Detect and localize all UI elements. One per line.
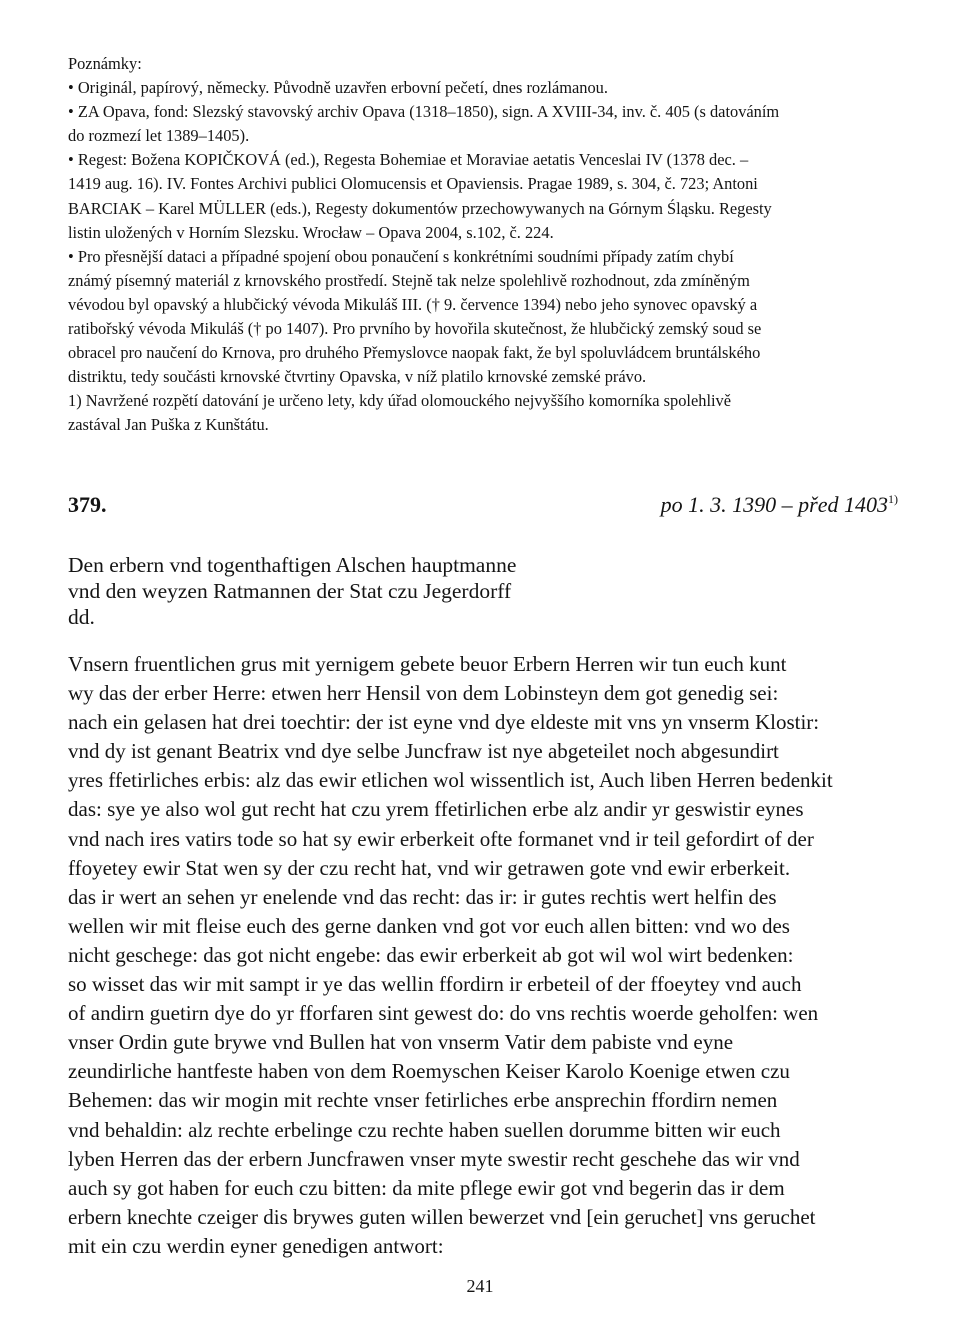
body-line: vnser Ordin gute brywe vnd Bullen hat von vnserm Vatir dem pabiste vnd eyne — [68, 1030, 734, 1055]
note-line: do rozmezí let 1389–1405). — [68, 126, 250, 146]
body-line: mit ein czu werdin eyner genedigen antwort: — [68, 1233, 444, 1258]
letter-body — [68, 650, 898, 1261]
body-line: Vnsern fruentlichen grus mit yernigem gebete beuor Erbern Herren wir tun euch kunt — [68, 652, 787, 676]
address-line: vnd den weyzen Ratmannen der Stat czu Jegerdorff — [68, 579, 512, 603]
note-line: • Originál, papírový, německy. Původně uzavřen erbovní pečetí, dnes rozlámanou. — [68, 78, 608, 98]
address-block — [68, 552, 668, 630]
body-line: das ir wert an sehen yr enelende vnd das recht: das ir: ir gutes rechtis wert helfin des — [68, 884, 777, 909]
note-line: • Pro přesnější dataci a případné spojení obou ponaučení s konkrétními soudními případy zatím chybí — [68, 246, 734, 266]
note-line: 1419 aug. 16). IV. Fontes Archivi publici Olomucensis et Opaviensis. Pragae 1989, s. 304, č. 723; Antoni — [68, 174, 758, 194]
body-line: erbern knechte czeiger dis brywes guten willen bewerzet vnd [ein geruchet] vns geruchet — [68, 1204, 816, 1229]
entry-number: 379. — [68, 492, 107, 517]
note-line: listin uložených v Horním Slezsku. Wrocław – Opava 2004, s.102, č. 224. — [68, 222, 554, 242]
body-line: so wisset das wir mit sampt ir ye das wellin ffordirn ir erbeteil of der ffoeytey vnd auch — [68, 972, 802, 997]
body-line: wy das der erber Herre: etwen herr Hensil von dem Lobinsteyn dem got genedig sei: — [68, 681, 779, 706]
note-line: • Regest: Božena KOPIČKOVÁ (ed.), Regesta Bohemiae et Moraviae aetatis Venceslai IV (1378 dec. – — [68, 150, 749, 170]
notes-heading: Poznámky: — [68, 54, 142, 73]
note-line: vévodou byl opavský a hlubčický vévoda Mikuláš III. († 9. července 1394) nebo jeho synovec opavský a — [68, 294, 758, 314]
note-line: BARCIAK – Karel MÜLLER (eds.), Regesty dokumentów przechowywanych na Górnym Śląsku. Regesty — [68, 198, 772, 218]
body-line: zeundirliche hantfeste haben von dem Roemyschen Keiser Karolo Koenige etwen czu — [68, 1059, 790, 1084]
body-line: nach ein gelasen hat drei toechtir: der ist eyne vnd dye eldeste mit vns yn vnserm Klostir: — [68, 710, 820, 735]
body-line: das: sye ye also wol gut recht hat czu yrem ffetirlichen erbe alz andir yr geswistir eynes — [68, 797, 804, 822]
body-line: auch sy got haben for euch czu bitten: da mite pflege ewir got vnd begerin das ir dem — [68, 1175, 785, 1200]
body-line: vnd dy ist genant Beatrix vnd dye selbe Juncfraw ist nye abgeteilet noch abgesundirt — [68, 739, 779, 764]
note-line: ratibořský vévoda Mikuláš († po 1407). Pro prvního by hovořila skutečnost, že hlubčický zemský soud se — [68, 319, 762, 339]
note-line: zastával Jan Puška z Kunštátu. — [68, 415, 269, 435]
entry-date-footnote-mark: 1) — [888, 492, 898, 506]
address-line: dd. — [68, 605, 95, 629]
note-line: • ZA Opava, fond: Slezský stavovský archiv Opava (1318–1850), sign. A XVIII-34, inv. č. 405 (s datováním — [68, 102, 780, 122]
body-line: yres ffetirliches erbis: alz das ewir etlichen wol wissentlich ist, Auch liben Herren bedenkit — [68, 768, 833, 793]
body-line: lyben Herren das der erbern Juncfrawen vnser myte swestir recht geschehe das wir vnd — [68, 1146, 800, 1171]
page-number: 241 — [466, 1276, 494, 1296]
body-line: vnd behaldin: alz rechte erbelinge czu rechte haben suellen dorumme bitten wir euch — [68, 1117, 781, 1142]
body-line: ffoyetey ewir Stat wen sy der czu recht hat, vnd wir getrawen gote vnd ewir erberkeit. — [68, 855, 791, 880]
entry-date — [661, 492, 898, 518]
body-line: of andirn guetirn dye do yr fforfaren sint gewest do: do vns rechtis woerde geholfen: wen — [68, 1001, 819, 1026]
note-line: obracel pro naučení do Krnova, pro druhého Přemyslovce naopak fakt, že byl spoluvládcem bruntálského — [68, 343, 761, 363]
body-line: vnd nach ires vatirs tode so hat sy ewir erberkeit ofte formanet vnd ir teil gefordirt of der — [68, 826, 814, 851]
body-line: nicht geschege: das got nicht engebe: das ewir erberkeit ab got wil wol wirt bedenken: — [68, 942, 794, 967]
address-line: Den erbern vnd togenthaftigen Alschen hauptmanne — [68, 553, 517, 577]
note-line: známý písemný materiál z krnovského prostředí. Stejně tak nelze spolehlivě rozhodnout, zda zmíněným — [68, 270, 750, 290]
entry-date-text: po 1. 3. 1390 – před 1403 — [660, 492, 888, 517]
body-line: Behemen: das wir mogin mit rechte vnser fetirliches erbe ansprechin ffordirn nemen — [68, 1088, 778, 1113]
notes-section — [68, 52, 898, 438]
note-line: distriktu, tedy součásti krnovské čtvrtiny Opavska, v níž platilo krnovské zemské právo. — [68, 367, 647, 387]
note-line: 1) Navržené rozpětí datování je určeno lety, kdy úřad olomouckého nejvyššího komorníka spolehlivě — [68, 391, 732, 411]
body-line: wellen wir mit fleise euch des gerne danken vnd got vor euch allen bitten: vnd wo des — [68, 913, 790, 938]
